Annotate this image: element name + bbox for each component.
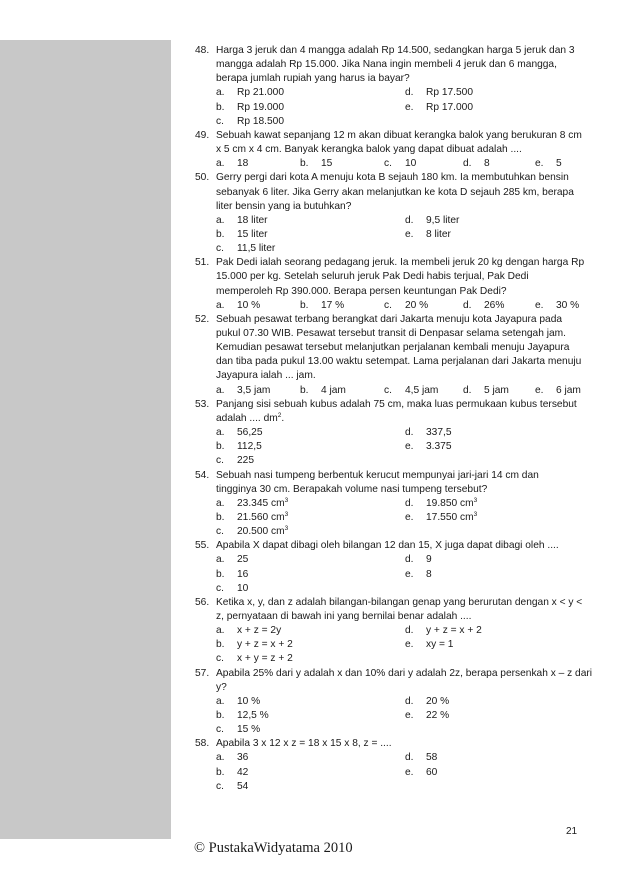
option-text: 15 % [237,724,261,736]
option-letter: b. [216,101,225,113]
option-text: 20 % [426,695,450,707]
option-text: 4,5 jam [405,384,439,396]
option-text: 11,5 liter [237,243,276,255]
question-line: Harga 3 jeruk dan 4 mangga adalah Rp 14.500, sedangkan harga 5 jeruk dan 3 [216,45,575,56]
question-line: Apabila X dapat dibagi oleh bilangan 12 dan 15, X juga dapat dibagi oleh .... [216,540,559,552]
option-row [195,695,600,709]
option-text: 19.850 cm [426,497,474,509]
option-text: 21.560 cm [237,511,285,523]
answer-option [405,638,453,652]
answer-option [405,440,452,454]
answer-option [216,228,268,242]
option-text: 54 [237,780,249,792]
option-letter: e. [535,384,544,396]
option-letter: a. [216,625,225,637]
answer-option [300,384,346,398]
option-letter: d. [405,695,414,707]
option-text: 112,5 [237,441,262,453]
option-text: 10 [405,158,417,170]
option-row [195,157,600,171]
question-line: x 5 cm x 4 cm. Banyak kerangka balok yang dapat dibuat adalah .... [216,144,522,156]
option-text: 23.345 cm [237,497,285,509]
option-row [195,723,600,737]
question-line: liter bensin yang ia butuhkan? [216,200,352,212]
option-text: Rp 18.500 [237,115,285,127]
option-text: 36 [237,752,249,764]
answer-option [216,299,260,313]
option-text: 17.550 cm [426,511,474,523]
question-line: Apabila 25% dari y adalah x dan 10% dari y adalah 2z, berapa persenkah x – z dari [216,667,593,679]
option-letter: b. [216,568,225,580]
question-number: 53. [195,398,210,410]
question-list [195,44,600,794]
answer-option [216,511,288,525]
option-letter: b. [216,441,225,453]
option-row [195,228,600,242]
option-text: 6 jam [556,384,581,396]
superscript: 2 [277,411,282,419]
question-number: 49. [195,129,210,141]
question-line: Sebuah nasi tumpeng berbentuk kerucut mempunyai jari-jari 14 cm dan [216,469,539,481]
option-text: 9,5 liter [426,214,460,226]
option-row [195,299,600,313]
question-item [195,171,600,256]
question-number: 55. [195,540,210,552]
option-text: 17 % [321,299,345,311]
option-text: 5 [556,158,562,170]
answer-option [535,299,579,313]
option-text: 20.500 cm [237,526,285,538]
option-row [195,511,600,525]
answer-option [216,624,281,638]
option-row [195,440,600,454]
option-letter: d. [463,158,472,170]
question-item [195,596,600,667]
option-text: 22 % [426,710,450,721]
option-letter: c. [216,653,224,665]
question-number: 48. [195,45,210,56]
option-letter: a. [216,384,225,396]
option-letter: d. [405,214,414,226]
option-text: 10 % [237,299,261,311]
option-letter: e. [535,158,544,170]
option-row [195,497,600,511]
question-text [216,667,600,695]
option-text: 42 [237,766,249,778]
answer-option [216,751,248,765]
option-text: 5 jam [484,384,509,396]
option-text: x + z = 2y [237,625,282,637]
option-text: xy = 1 [426,639,454,651]
option-text: Rp 17.500 [426,87,474,99]
option-row [195,652,600,666]
option-text: 10 [237,582,249,594]
question-line: z, pernyataan di bawah ini yang bernilai benar adalah .... [216,610,472,622]
option-letter: c. [216,780,224,792]
option-letter: b. [216,710,225,721]
question-line: Jayapura ialah ... jam. [216,370,316,382]
question-item [195,256,600,313]
superscript: 3 [473,510,478,518]
option-letter: d. [405,752,414,764]
answer-option [405,695,449,709]
answer-option [535,384,581,398]
option-letter: d. [405,427,414,439]
question-line: 15.000 per kg. Setelah seluruh jeruk Pak Dedi habis terjual, Pak Dedi [216,271,529,283]
option-row [195,525,600,539]
option-text: 9 [426,554,432,566]
question-item [195,313,600,398]
option-text: Rp 21.000 [237,87,285,99]
answer-option [405,86,473,100]
answer-option [216,454,254,468]
option-text: 15 [321,158,333,170]
question-line: Ketika x, y, dan z adalah bilangan-bilangan genap yang berurutan dengan x < y < [216,596,583,608]
option-letter: e. [405,228,414,240]
option-letter: c. [384,384,392,396]
option-letter: b. [216,766,225,778]
option-letter: a. [216,214,225,226]
option-letter: b. [216,511,225,523]
question-line: adalah .... $dm^2$. [216,411,285,424]
option-letter: d. [463,384,472,396]
answer-option [216,86,284,100]
question-item [195,398,600,469]
answer-option [216,497,288,511]
option-letter: c. [216,526,224,538]
option-letter: e. [405,710,414,721]
option-letter: b. [300,384,309,396]
answer-option [216,115,284,129]
question-line: y? [216,681,227,693]
option-row [195,766,600,780]
option-letter: e. [405,441,414,453]
question-line: sebanyak 6 liter. Jika Gerry akan melanjutkan ke kota D sejauh 285 km, berapa [216,186,574,198]
answer-option [384,384,438,398]
answer-option [216,695,260,709]
answer-option [405,511,477,525]
option-text: 58 [426,752,438,764]
option-row [195,568,600,582]
question-line: memperoleh Rp 390.000. Berapa persen keuntungan Pak Dedi? [216,285,507,297]
option-text: x + y = z + 2 [237,653,293,665]
option-row [195,780,600,794]
option-letter: d. [405,554,414,566]
option-letter: c. [216,243,224,255]
option-row [195,638,600,652]
question-number: 56. [195,596,210,608]
superscript: 3 [473,496,478,504]
question-item [195,667,600,738]
option-letter: e. [405,568,414,580]
question-line: pukul 07.30 WIB. Pesawat tersebut transit di Denpasar selama setengah jam. [216,328,566,339]
answer-option [535,157,562,171]
answer-option [405,214,459,228]
question-text [216,171,600,213]
option-letter: d. [405,625,414,637]
question-text [216,129,600,157]
option-row [195,624,600,638]
superscript: 3 [284,525,289,533]
gray-sidebar [0,40,171,839]
option-text: 60 [426,766,438,778]
option-letter: e. [405,101,414,113]
answer-option [216,652,293,666]
option-letter: c. [216,582,224,594]
answer-option [216,553,248,567]
answer-option [216,440,262,454]
question-item [195,44,600,129]
option-row [195,454,600,468]
superscript: 3 [284,496,289,504]
option-row [195,214,600,228]
option-text: 15 liter [237,228,268,240]
option-text: 8 liter [426,228,451,240]
question-text [216,539,600,553]
option-text: 25 [237,554,249,566]
option-letter: a. [216,299,225,311]
answer-option [216,723,260,737]
option-letter: b. [300,158,309,170]
option-letter: b. [216,228,225,240]
answer-option [384,157,416,171]
question-line: Sebuah kawat sepanjang 12 m akan dibuat kerangka balok yang berukuran 8 cm [216,129,582,141]
answer-option [405,426,452,440]
option-row [195,709,600,723]
option-letter: b. [300,299,309,311]
answer-option [216,426,263,440]
answer-option [216,582,248,596]
option-letter: e. [405,766,414,778]
question-item [195,737,600,794]
question-line: Panjang sisi sebuah kubus adalah 75 cm, maka luas permukaan kubus tersebut [216,398,577,410]
question-text [216,469,600,497]
option-row [195,426,600,440]
question-text [216,596,600,624]
answer-option [216,384,270,398]
option-letter: a. [216,158,225,170]
question-line: Pak Dedi ialah seorang pedagang jeruk. Ia membeli jeruk 20 kg dengan harga Rp [216,257,585,269]
option-letter: d. [405,87,414,99]
question-number: 54. [195,469,210,481]
answer-option [216,214,268,228]
option-text: y + z = x + 2 [426,625,482,637]
footer-copyright: © PustakaWidyatama 2010 [194,840,353,856]
option-letter: a. [216,427,225,439]
answer-option [216,525,288,539]
option-row [195,751,600,765]
question-text [216,44,600,86]
option-letter: d. [463,299,472,311]
option-text: 8 [426,568,432,580]
question-item [195,129,600,171]
option-letter: a. [216,554,225,566]
answer-option [216,638,293,652]
answer-option [216,766,248,780]
option-letter: d. [405,497,414,509]
answer-option [216,101,284,115]
answer-option [463,299,504,313]
answer-option [405,751,437,765]
option-text: 8 [484,158,490,170]
answer-option [463,157,490,171]
option-text: 10 % [237,695,261,707]
question-text [216,256,600,298]
answer-option [463,384,509,398]
option-row [195,553,600,567]
option-letter: c. [216,455,224,467]
option-text: Rp 17.000 [426,101,474,113]
question-number: 58. [195,738,210,750]
option-letter: c. [384,299,392,311]
question-number: 57. [195,667,210,679]
question-number: 52. [195,313,210,325]
question-line: dan tiba pada pukul 13.00 waktu setempat. Lama perjalanan dari Jakarta menuju [216,356,582,368]
option-text: y + z = x + 2 [237,639,293,651]
answer-option [405,568,432,582]
answer-option [300,299,344,313]
question-item [195,539,600,596]
option-row [195,242,600,256]
option-text: 18 liter [237,214,268,226]
question-line: Kemudian pesawat tersebut melanjutkan perjalanan kembali menuju Jayapura [216,342,570,354]
answer-option [384,299,428,313]
option-row [195,101,600,115]
answer-option [216,157,248,171]
option-letter: e. [405,511,414,523]
option-text: 30 % [556,299,580,311]
question-line: mangga adalah Rp 15.000. Jika Nana ingin membeli 4 jeruk dan 6 mangga, [216,59,557,71]
option-text: 12,5 % [237,710,269,721]
question-number: 50. [195,172,210,184]
answer-option [216,709,269,723]
question-text [216,737,600,751]
answer-option [216,242,275,256]
option-text: 225 [237,455,254,467]
option-text: 3.375 [426,441,452,453]
answer-option [405,553,432,567]
answer-option [405,766,437,780]
question-text [216,313,600,384]
option-letter: a. [216,752,225,764]
question-line: Sebuah pesawat terbang berangkat dari Jakarta menuju kota Jayapura pada [216,313,563,325]
option-letter: e. [535,299,544,311]
question-line: tingginya 30 cm. Berapakah volume nasi tumpeng tersebut? [216,483,488,495]
answer-option [216,780,248,794]
option-text: 18 [237,158,249,170]
answer-option [405,624,482,638]
answer-option [405,709,449,723]
answer-option [405,101,473,115]
answer-option [405,497,477,511]
superscript: 3 [284,510,289,518]
question-text [216,398,600,426]
option-text: 337,5 [426,427,452,439]
option-text: Rp 19.000 [237,101,285,113]
option-letter: a. [216,695,225,707]
option-letter: a. [216,497,225,509]
question-line: berapa jumlah rupiah yang harus ia bayar? [216,73,410,85]
option-letter: e. [405,639,414,651]
question-line: Apabila 3 x 12 x z = 18 x 15 x 8, z = .... [216,738,392,750]
option-row [195,86,600,100]
question-line: Gerry pergi dari kota A menuju kota B sejauh 180 km. Ia membutuhkan bensin [216,172,569,184]
option-text: 4 jam [321,384,346,396]
page-number: 21 [566,826,578,837]
answer-option [405,228,451,242]
option-letter: c. [216,724,224,736]
option-row [195,582,600,596]
answer-option [300,157,332,171]
option-letter: a. [216,87,225,99]
question-item [195,469,600,540]
question-number: 51. [195,257,210,269]
option-letter: c. [384,158,392,170]
option-letter: b. [216,639,225,651]
option-text: 16 [237,568,249,580]
option-row [195,384,600,398]
option-text: 56,25 [237,427,263,439]
option-text: 20 % [405,299,429,311]
option-letter: c. [216,115,224,127]
option-row [195,115,600,129]
option-text: 26% [484,299,505,311]
answer-option [216,568,248,582]
option-text: 3,5 jam [237,384,271,396]
